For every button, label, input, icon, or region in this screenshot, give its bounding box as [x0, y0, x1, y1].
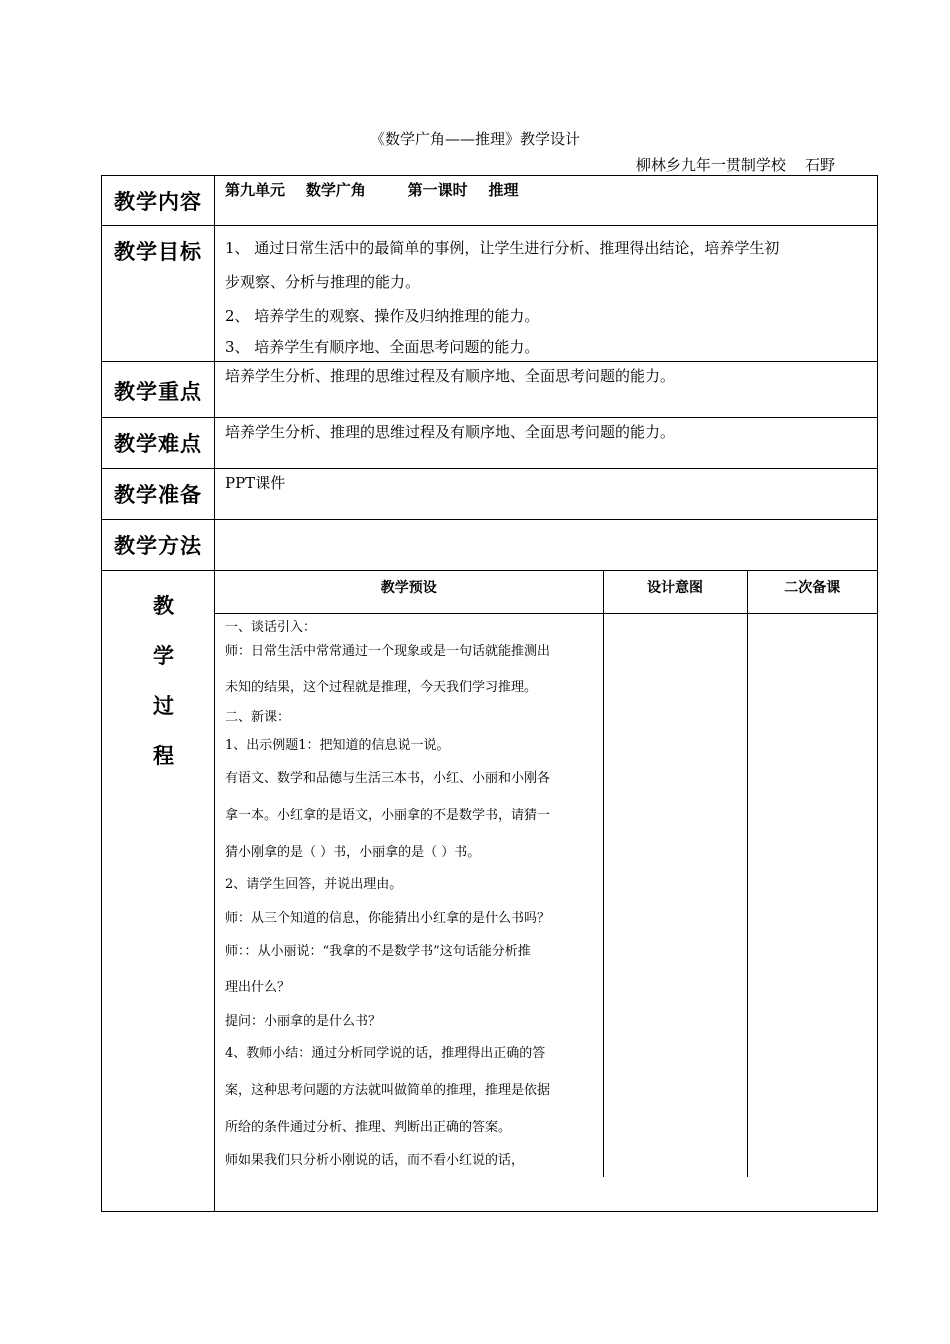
cell-difficulties: 培养学生分析、推理的思维过程及有顺序地、全面思考问题的能力。 [215, 418, 878, 469]
header-second: 二次备课 [747, 571, 877, 613]
label-key-points: 教学重点 [102, 362, 215, 418]
row-method [102, 520, 878, 571]
label-difficulties: 教学难点 [102, 418, 215, 469]
row-difficulties [102, 418, 878, 469]
process-line: 一、谈话引入： [225, 619, 317, 635]
preset-content [215, 613, 603, 1177]
process-line: 师：：从小丽说：“我拿的不是数学书”这句话能分析推 [225, 943, 531, 959]
process-table [215, 571, 877, 1177]
process-line: 提问：小丽拿的是什么书？ [225, 1013, 382, 1029]
cell-content [215, 176, 878, 226]
process-char: 过 [153, 694, 175, 718]
document-title: 《数学广角——推理》教学设计 [369, 130, 580, 148]
row-process [102, 571, 878, 1212]
row-preparation [102, 469, 878, 520]
process-line: 有语文、数学和品德与生活三本书，小红、小丽和小刚各 [225, 770, 551, 786]
second-content [747, 613, 877, 1177]
process-char: 教 [153, 594, 175, 618]
process-char: 程 [153, 744, 175, 768]
process-line: 师：日常生活中常常通过一个现象或是一句话就能推测出 [225, 643, 551, 659]
header-intent: 设计意图 [603, 571, 747, 613]
objective-line: 2、 培养学生的观察、操作及归纳推理的能力。 [225, 307, 540, 325]
cell-process [215, 571, 878, 1212]
process-line: 4、教师小结：通过分析同学说的话，推理得出正确的答 [225, 1045, 546, 1061]
header-preset: 教学预设 [215, 571, 603, 613]
cell-preparation: PPT课件 [215, 469, 878, 520]
process-line: 理出什么？ [225, 979, 291, 995]
label-content: 教学内容 [102, 176, 215, 226]
process-line: 未知的结果，这个过程就是推理，今天我们学习推理。 [225, 679, 538, 695]
process-line: 猜小刚拿的是（ ）书，小丽拿的是（ ）书。 [225, 844, 481, 860]
label-objectives: 教学目标 [102, 226, 215, 362]
label-process [102, 571, 215, 1212]
cell-objectives [215, 226, 878, 362]
process-line: 二、新课： [225, 709, 291, 725]
intent-content [603, 613, 747, 1177]
process-line: 案，这种思考问题的方法就叫做简单的推理，推理是依据 [225, 1082, 551, 1098]
row-objectives [102, 226, 878, 362]
author-line: 柳林乡九年一贯制学校 石野 [635, 156, 835, 174]
process-line: 师如果我们只分析小刚说的话，而不看小红说的话， [225, 1152, 525, 1168]
unit-text: 第九单元 数学广角 第一课时 推理 [225, 181, 519, 199]
process-line: 拿一本。小红拿的是语文，小丽拿的不是数学书，请猜一 [225, 807, 551, 823]
objective-line: 步观察、分析与推理的能力。 [225, 273, 421, 291]
label-method: 教学方法 [102, 520, 215, 571]
process-line: 师：从三个知道的信息，你能猜出小红拿的是什么书吗？ [225, 910, 551, 926]
row-key-points [102, 362, 878, 418]
cell-key-points: 培养学生分析、推理的思维过程及有顺序地、全面思考问题的能力。 [215, 362, 878, 418]
label-preparation: 教学准备 [102, 469, 215, 520]
cell-method [215, 520, 878, 571]
objective-line: 3、 培养学生有顺序地、全面思考问题的能力。 [225, 338, 540, 356]
process-line: 所给的条件通过分析、推理、判断出正确的答案。 [225, 1119, 512, 1135]
process-line: 1、出示例题1：把知道的信息说一说。 [225, 737, 450, 753]
process-line: 2、请学生回答，并说出理由。 [225, 876, 403, 892]
objective-line: 1、 通过日常生活中的最简单的事例，让学生进行分析、推理得出结论，培养学生初 [225, 239, 780, 257]
row-content [102, 176, 878, 226]
process-char: 学 [153, 644, 175, 668]
lesson-plan-table [101, 175, 878, 1212]
